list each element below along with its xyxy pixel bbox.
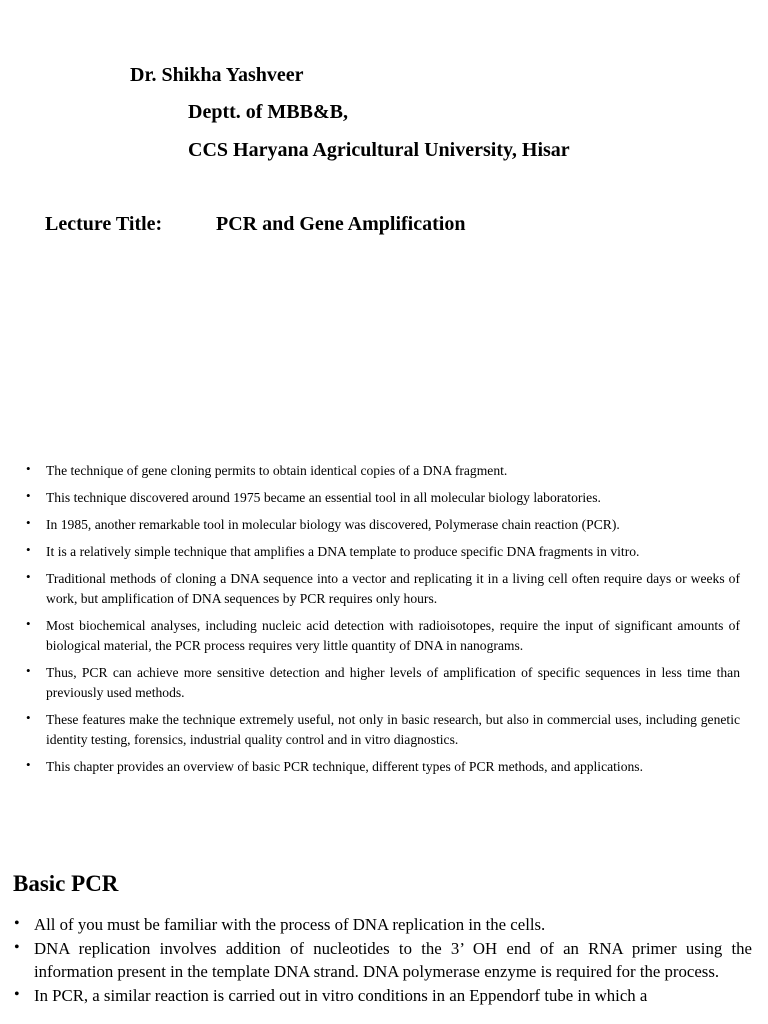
bullet-icon: • (26, 515, 31, 530)
department-name: Deptt. of MBB&B, (188, 101, 348, 123)
list-item-text: The technique of gene cloning permits to obtain identical copies of a DNA fragment. (46, 463, 508, 478)
list-item (14, 913, 752, 936)
list-item-text: This chapter provides an overview of basic PCR technique, different types of PCR methods, and applications. (46, 759, 643, 774)
bullet-icon: • (14, 915, 20, 932)
basic-pcr-bullet-list (14, 913, 752, 1008)
list-item-text: This technique discovered around 1975 became an essential tool in all molecular biology laboratories. (46, 490, 601, 505)
list-item-text: It is a relatively simple technique that amplifies a DNA template to produce specific DNA fragments in vitro. (46, 544, 640, 559)
list-item (26, 542, 740, 562)
list-item (26, 515, 740, 535)
list-item (26, 461, 740, 481)
list-item-text: Traditional methods of cloning a DNA sequence into a vector and replicating it in a living cell often require days or weeks of work, but amplification of DNA sequences by PCR requires only hours. (46, 571, 740, 606)
bullet-icon: • (14, 939, 20, 956)
bullet-icon: • (26, 488, 31, 503)
list-item (14, 984, 752, 1007)
author-name: Dr. Shikha Yashveer (130, 64, 304, 86)
bullet-icon: • (26, 569, 31, 584)
list-item-text: These features make the technique extremely useful, not only in basic research, but also in commercial uses, including genetic identity testing, forensics, industrial quality control and in vitro diagnostics. (46, 712, 740, 747)
list-item-text: All of you must be familiar with the process of DNA replication in the cells. (34, 915, 546, 934)
list-item (26, 488, 740, 508)
list-item-text: In 1985, another remarkable tool in molecular biology was discovered, Polymerase chain reaction (PCR). (46, 517, 620, 532)
bullet-icon: • (26, 757, 31, 772)
list-item-text: Most biochemical analyses, including nucleic acid detection with radioisotopes, require the input of significant amounts of biological material, the PCR process requires very little quantity of DNA in nanograms. (46, 618, 740, 653)
lecture-title: PCR and Gene Amplification (216, 213, 466, 235)
bullet-icon: • (26, 663, 31, 678)
section-title-basic-pcr: Basic PCR (13, 871, 119, 896)
bullet-icon: • (26, 542, 31, 557)
list-item-text: Thus, PCR can achieve more sensitive detection and higher levels of amplification of specific sequences in less time than previously used methods. (46, 665, 740, 700)
bullet-icon: • (14, 986, 20, 1003)
bullet-icon: • (26, 461, 31, 476)
list-item-text: In PCR, a similar reaction is carried out in vitro conditions in an Eppendorf tube in which a (34, 986, 648, 1005)
list-item (26, 569, 740, 609)
bullet-icon: • (26, 710, 31, 725)
list-item-text: DNA replication involves addition of nucleotides to the 3’ OH end of an RNA primer using the information present in the template DNA strand. DNA polymerase enzyme is required for the process. (34, 939, 752, 981)
list-item (26, 710, 740, 750)
bullet-icon: • (26, 616, 31, 631)
list-item (26, 616, 740, 656)
lecture-title-label: Lecture Title: (45, 213, 163, 235)
university-name: CCS Haryana Agricultural University, Hisar (188, 139, 570, 161)
list-item (14, 937, 752, 983)
list-item (26, 757, 740, 777)
intro-bullet-list (26, 461, 740, 784)
list-item (26, 663, 740, 703)
